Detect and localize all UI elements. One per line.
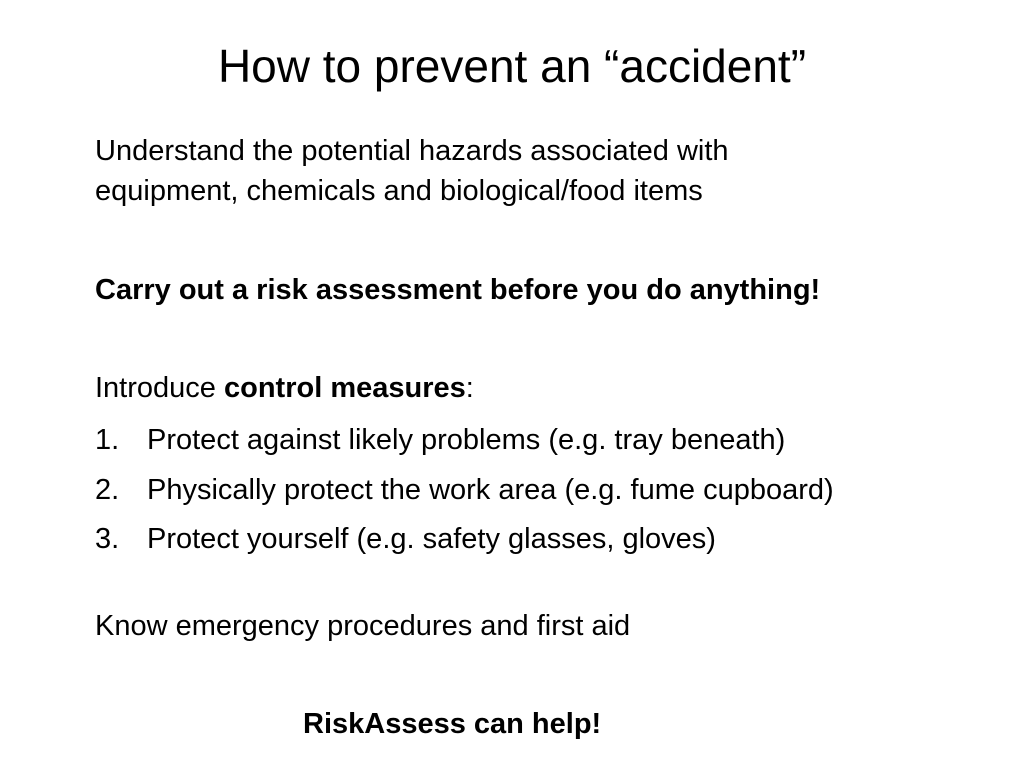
control-suffix: : [465, 372, 474, 404]
control-measures-list [95, 416, 834, 565]
control-measures-heading [95, 368, 474, 408]
footer-callout: RiskAssess can help! [303, 708, 602, 740]
hazards-paragraph [95, 131, 729, 211]
control-prefix: Introduce [95, 372, 224, 404]
list-item-text: Protect yourself (e.g. safety glasses, gloves) [147, 523, 716, 555]
hazards-line-2: equipment, chemicals and biological/food items [95, 175, 703, 207]
list-item [95, 466, 834, 516]
hazards-line-1: Understand the potential hazards associated with [95, 135, 729, 167]
list-item-number: 2. [95, 473, 120, 506]
list-item-text: Protect against likely problems (e.g. tray beneath) [147, 424, 786, 456]
list-item [95, 515, 834, 565]
list-item-text: Physically protect the work area (e.g. fume cupboard) [147, 473, 834, 506]
control-measures-bold: control measures [223, 372, 466, 404]
list-item-number: 3. [95, 523, 120, 555]
risk-assessment-statement: Carry out a risk assessment before you do anything! [95, 274, 821, 306]
list-item [95, 416, 834, 466]
emergency-paragraph: Know emergency procedures and first aid [95, 610, 631, 642]
slide-title: How to prevent an “accident” [217, 40, 807, 92]
list-item-number: 1. [95, 424, 120, 456]
